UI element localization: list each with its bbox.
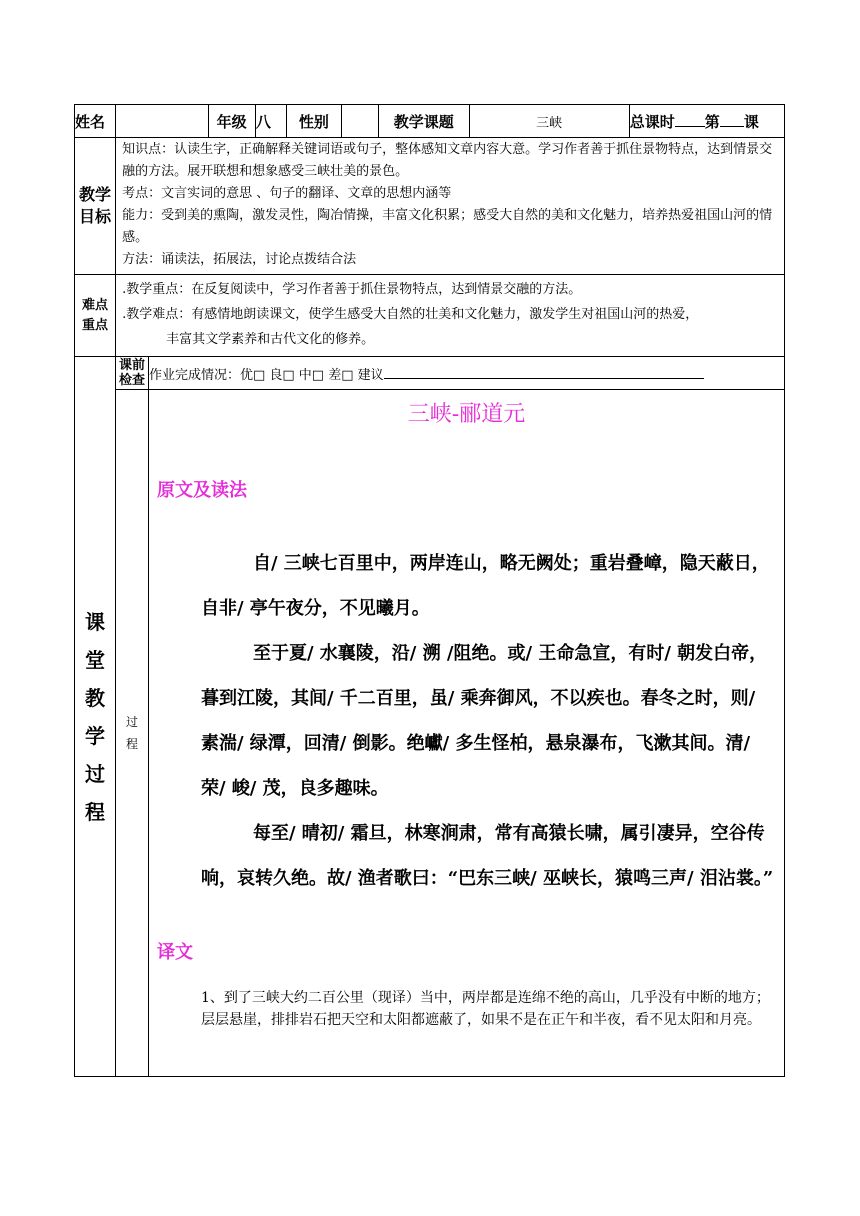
precheck-row — [75, 357, 785, 390]
original-paragraph-1: 自/ 三峡七百里中，两岸连山，略无阙处；重岩叠嶂，隐天蔽日，自非/ 亭午夜分，不见曦月。 — [200, 553, 770, 619]
process-sub-label-text: 过程 — [126, 715, 139, 751]
process-content — [148, 390, 784, 1077]
total-hours-cell[interactable] — [629, 105, 784, 138]
precheck-label — [116, 357, 149, 390]
name-value[interactable] — [116, 105, 208, 138]
lesson-plan-page — [74, 104, 785, 1077]
process-side-label — [75, 357, 116, 1077]
key-points-label — [75, 275, 116, 357]
goals-label — [75, 138, 116, 275]
gender-value[interactable] — [342, 105, 379, 138]
original-paragraph-2: 至于夏/ 水襄陵，沿/ 溯 /阻绝。或/ 王命急宣，有时/ 朝发白帝，暮到江陵，其间/ 千二百里，虽/ 乘奔御风，不以疾也。春冬之时，则/ 素湍/ 绿潭，回清/ 倒影。绝巘/ 多生怪柏，悬泉瀑布，飞漱其间。清/ 荣/ 峻/ 茂，良多趣味。 — [200, 643, 768, 799]
process-side-label-text: 课堂教学过程 — [85, 609, 106, 824]
lesson-number-label: 第 — [704, 112, 720, 131]
goal-method: 方法：诵读法，拓展法，讨论点拨结合法 — [122, 252, 357, 267]
grade-label: 年级 — [208, 105, 255, 138]
key-points-row — [75, 275, 785, 357]
section-original-heading: 原文及读法 — [156, 480, 247, 501]
lesson-suffix-label: 课 — [743, 112, 759, 131]
topic-value[interactable]: 三峡 — [469, 105, 629, 138]
grade-value[interactable]: 八 — [255, 105, 286, 138]
precheck-text: 作业完成情况：优□ 良□ 中□ 差□ 建议 — [148, 367, 384, 383]
goals-row — [75, 138, 785, 275]
original-text — [157, 541, 776, 901]
translation-paragraph-1: 1、到了三峡大约二百公里（现译）当中，两岸都是连绵不绝的高山，几乎没有中断的地方；层层悬崖，排排岩石把天空和太阳都遮蔽了，如果不是在正午和半夜，看不见太阳和月亮。 — [200, 990, 770, 1028]
translation-text — [157, 987, 776, 1033]
goals-content — [116, 138, 785, 275]
goal-exam: 考点：文言实词的意思 、句子的翻译、文章的思想内涵等 — [122, 186, 452, 201]
precheck-label-text: 课前检查 — [119, 358, 146, 388]
goal-knowledge: 知识点：认读生字，正确解释关键词语或句子，整体感知文章内容大意。学习作者善于抓住景物特点，达到情景交融的方法。展开联想和想象感受三峡壮美的景色。 — [122, 142, 773, 179]
lesson-plan-table — [74, 104, 785, 1077]
total-hours-label: 总课时 — [629, 112, 675, 131]
key-point-difficulty: .教学难点：有感情地朗读课文，使学生感受大自然的壮美和文化魅力，激发学生对祖国山河的热爱， — [122, 307, 699, 322]
key-point-difficulty-cont: 丰富其文学素养和古代文化的修养。 — [166, 332, 375, 347]
topic-label: 教学课题 — [379, 105, 469, 138]
key-points-label-text: 难点重点 — [82, 297, 109, 333]
text-title: 三峡-郦道元 — [407, 402, 526, 427]
header-row — [75, 105, 785, 138]
key-points-content — [116, 275, 785, 357]
section-translation-heading: 译文 — [156, 942, 193, 963]
process-row — [75, 390, 785, 1077]
original-paragraph-3: 每至/ 晴初/ 霜旦，林寒涧肃，常有高猿长啸，属引凄异，空谷传响，哀转久绝。故/ 渔者歌曰：“巴东三峡/ 巫峡长，猿鸣三声/ 泪沾裳。” — [200, 823, 774, 889]
name-label: 姓名 — [75, 105, 116, 138]
key-point-focus: .教学重点：在反复阅读中，学习作者善于抓住景物特点，达到情景交融的方法。 — [122, 282, 582, 297]
goal-ability: 能力：受到美的熏陶，激发灵性，陶冶情操，丰富文化积累；感受大自然的美和文化魅力，培养热爱祖国山河的情感。 — [122, 208, 773, 245]
process-sub-label — [116, 390, 149, 1077]
precheck-content[interactable] — [148, 357, 784, 390]
goals-label-text: 教学目标 — [79, 185, 112, 226]
gender-label: 性别 — [286, 105, 341, 138]
